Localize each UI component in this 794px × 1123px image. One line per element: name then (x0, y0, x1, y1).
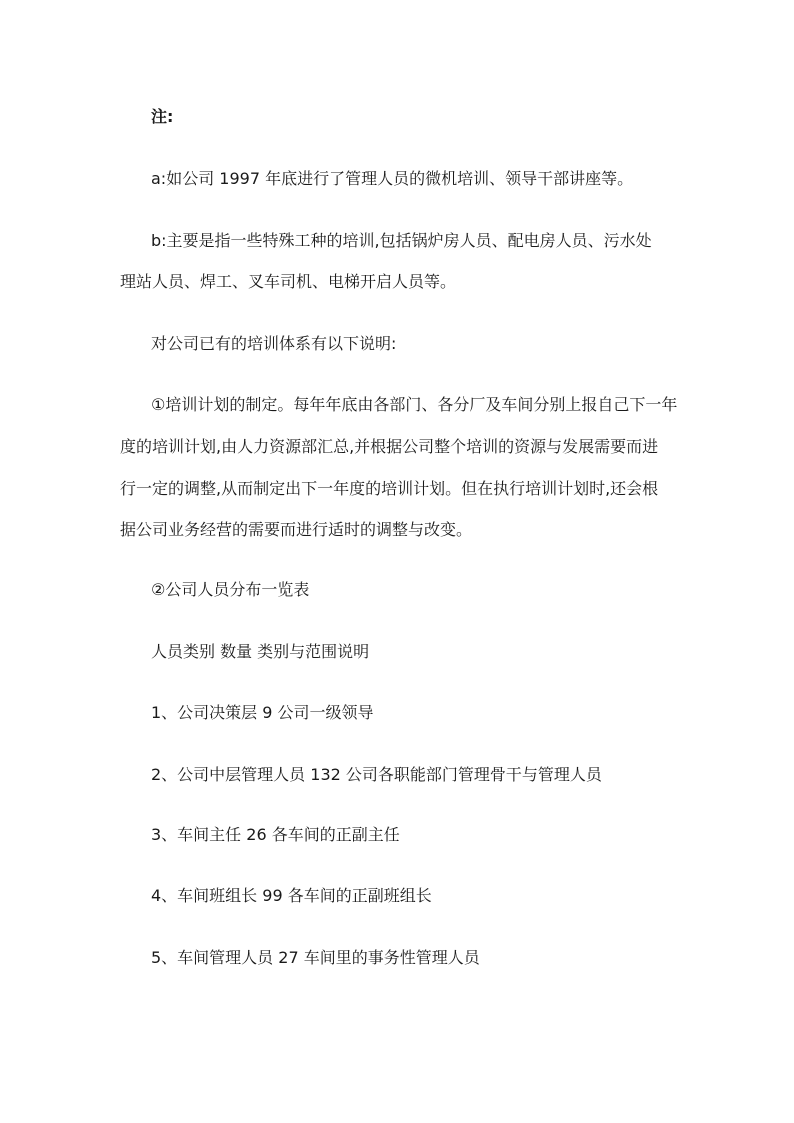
point-1-line-2: 度的培训计划,由人力资源部汇总,并根据公司整个培训的资源与发展需要而进 (120, 437, 659, 456)
note-a: a:如公司 1997 年底进行了管理人员的微机培训、领导干部讲座等。 (151, 169, 634, 188)
table-row: 1、公司决策层 9 公司一级领导 (151, 703, 374, 722)
note-heading: 注: (151, 107, 174, 126)
table-row: 4、车间班组长 99 各车间的正副班组长 (151, 886, 432, 905)
note-b-line-1: b:主要是指一些特殊工种的培训,包括锅炉房人员、配电房人员、污水处 (151, 231, 652, 250)
point-1-line-1: ①培训计划的制定。每年年底由各部门、各分厂及车间分别上报自己下一年 (151, 395, 678, 414)
table-row: 3、车间主任 26 各车间的正副主任 (151, 825, 400, 844)
point-1-line-3: 行一定的调整,从而制定出下一年度的培训计划。但在执行培训计划时,还会根 (120, 479, 659, 498)
note-b-line-2: 理站人员、焊工、叉车司机、电梯开启人员等。 (120, 272, 457, 291)
table-row: 5、车间管理人员 27 车间里的事务性管理人员 (151, 948, 480, 967)
explanation-intro: 对公司已有的培训体系有以下说明: (151, 334, 397, 353)
point-1-line-4: 据公司业务经营的需要而进行适时的调整与改变。 (120, 520, 473, 539)
table-row: 2、公司中层管理人员 132 公司各职能部门管理骨干与管理人员 (151, 765, 602, 784)
table-header: 人员类别 数量 类别与范围说明 (151, 642, 370, 661)
point-2-title: ②公司人员分布一览表 (151, 580, 310, 599)
